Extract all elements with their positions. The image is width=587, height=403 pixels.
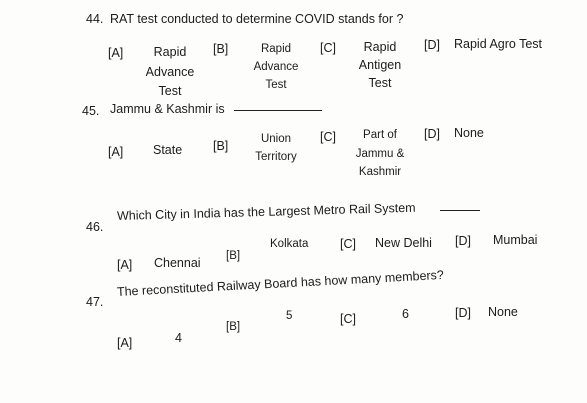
- option-line: None: [488, 305, 518, 319]
- option-line: Part of: [363, 129, 397, 141]
- option-line: Kolkata: [270, 238, 309, 250]
- question-text: The reconstituted Railway Board has how many members?: [116, 267, 445, 299]
- option-key: [C]: [320, 41, 336, 55]
- option-line: Union: [260, 133, 292, 145]
- option-key: [D]: [455, 234, 471, 248]
- option-line: Advance: [145, 65, 195, 79]
- option-key: [A]: [108, 46, 124, 60]
- question-number: 46.: [86, 220, 104, 234]
- option-line: Rapid Agro Test: [454, 37, 543, 51]
- option-key: [A]: [117, 336, 133, 350]
- option-line: None: [454, 126, 484, 140]
- question-number: 45.: [82, 104, 100, 118]
- option-line: State: [153, 143, 183, 157]
- option-line: Antigen: [358, 58, 402, 72]
- option-line: Mumbai: [493, 233, 538, 247]
- option-line: Test: [368, 76, 392, 90]
- option-line: Territory: [255, 151, 297, 163]
- answer-blank: [234, 110, 322, 111]
- option-key: [A]: [108, 145, 124, 159]
- option-line: 6: [402, 307, 409, 321]
- option-key: [A]: [117, 258, 133, 272]
- question-text: Which City in India has the Largest Metro Rail System: [116, 200, 416, 223]
- question-number: 47.: [86, 295, 104, 309]
- option-line: Chennai: [154, 256, 201, 270]
- option-line: Kashmir: [358, 166, 402, 178]
- option-key: [B]: [213, 139, 229, 153]
- option-key: [B]: [213, 42, 229, 56]
- option-line: Test: [265, 79, 287, 91]
- option-key: [D]: [424, 38, 440, 52]
- question-text: Jammu & Kashmir is: [110, 102, 225, 116]
- option-key: [D]: [424, 127, 440, 141]
- option-line: Rapid: [363, 40, 397, 54]
- option-line: Advance: [253, 61, 299, 73]
- question-text: RAT test conducted to determine COVID stands for ?: [110, 12, 404, 26]
- option-line: Rapid: [260, 43, 292, 55]
- option-line: 5: [286, 310, 293, 322]
- option-key: [B]: [226, 321, 241, 333]
- option-key: [B]: [226, 250, 241, 262]
- option-line: Rapid: [153, 45, 187, 59]
- option-key: [C]: [320, 130, 336, 144]
- option-key: [C]: [340, 237, 356, 251]
- answer-blank: [440, 210, 480, 211]
- option-key: [C]: [340, 312, 356, 326]
- option-line: Test: [158, 84, 182, 98]
- option-line: Jammu &: [355, 148, 405, 160]
- option-line: New Delhi: [375, 236, 432, 250]
- option-line: 4: [175, 331, 182, 345]
- question-number: 44.: [86, 12, 104, 26]
- option-key: [D]: [455, 306, 471, 320]
